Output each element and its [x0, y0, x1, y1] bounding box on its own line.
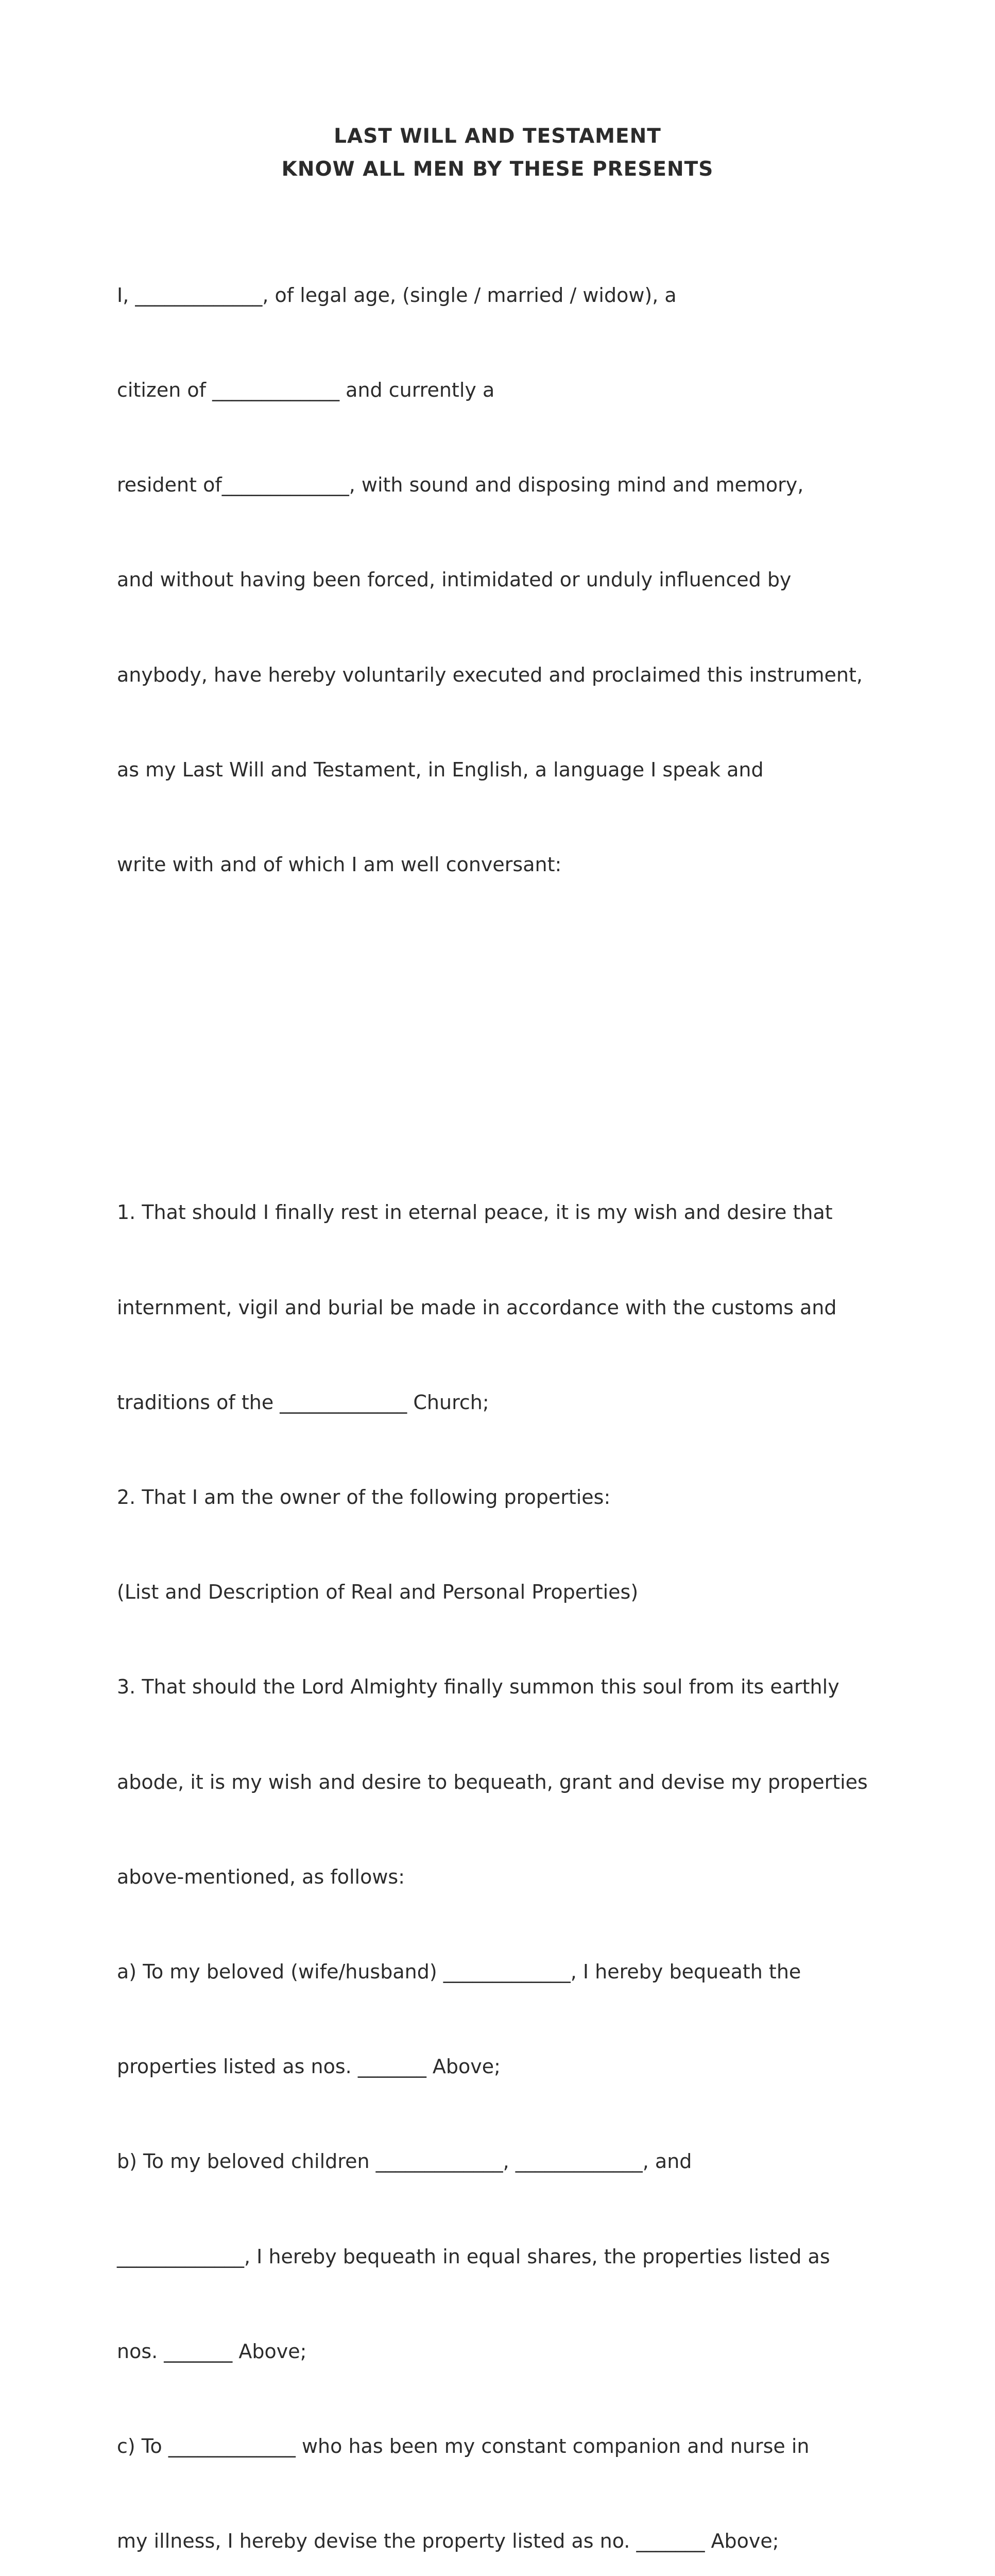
provision-line: _____________, I hereby bequeath in equal shares, the properties listed as	[117, 2245, 830, 2268]
document-title: LAST WILL AND TESTAMENT	[334, 125, 661, 148]
preamble-line: I, _____________, of legal age, (single / married / widow), a	[117, 283, 677, 307]
provision-line: 2. That I am the owner of the following properties:	[117, 1486, 611, 1509]
preamble-line: anybody, have hereby voluntarily executed and proclaimed this instrument,	[117, 663, 863, 686]
paragraph-spacer	[117, 976, 920, 1007]
provision-line: internment, vigil and burial be made in accordance with the customs and	[117, 1296, 837, 1319]
provision-line: b) To my beloved children _____________, _____________, and	[117, 2150, 692, 2173]
provision-line: a) To my beloved (wife/husband) _____________, I hereby bequeath the	[117, 1960, 801, 1984]
preamble-line: and without having been forced, intimidated or unduly influenced by	[117, 568, 792, 591]
document-body	[117, 216, 920, 2576]
provision-line: abode, it is my wish and desire to bequeath, grant and devise my properties	[117, 1770, 868, 1793]
paragraph-spacer	[117, 1071, 920, 1102]
document-subtitle: KNOW ALL MEN BY THESE PRESENTS	[281, 158, 714, 181]
provision-line: (List and Description of Real and Personal Properties)	[117, 1581, 639, 1604]
provision-line: c) To _____________ who has been my constant companion and nurse in	[117, 2435, 810, 2458]
preamble-line: write with and of which I am well conversant:	[117, 853, 562, 876]
provision-line: traditions of the _____________ Church;	[117, 1391, 489, 1414]
provision-line: properties listed as nos. _______ Above;	[117, 2055, 501, 2078]
preamble-line: citizen of _____________ and currently a	[117, 379, 495, 402]
provision-line: above-mentioned, as follows:	[117, 1865, 405, 1888]
provision-line: my illness, I hereby devise the property listed as no. _______ Above;	[117, 2530, 779, 2553]
provision-line: 3. That should the Lord Almighty finally summon this soul from its earthly	[117, 1675, 839, 1699]
preamble-line: as my Last Will and Testament, in English, a language I speak and	[117, 758, 764, 781]
provision-line: nos. _______ Above;	[117, 2340, 307, 2363]
preamble-line: resident of_____________, with sound and disposing mind and memory,	[117, 473, 804, 497]
provision-line: 1. That should I finally rest in eternal peace, it is my wish and desire that	[117, 1201, 833, 1224]
